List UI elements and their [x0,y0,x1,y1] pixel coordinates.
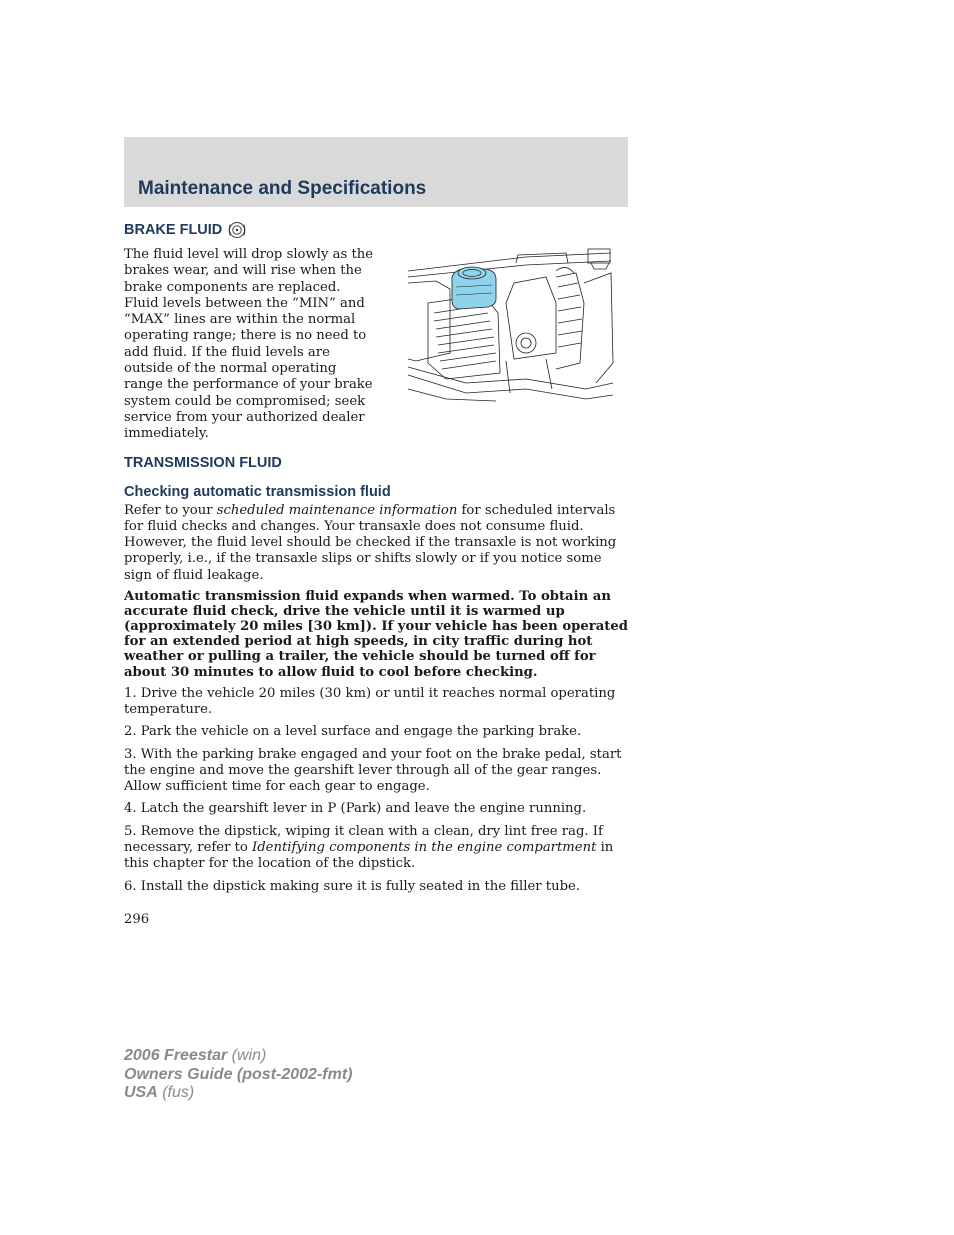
intro-text-start: Refer to your [124,502,217,518]
step-3: 3. With the parking brake engaged and your foot on the brake pedal, start the engine and move the gearshift lever through all of the gear ranges. Allow sufficient time for each gear to engage. [124,746,622,795]
footer-model-code: (win) [227,1047,267,1064]
step-2: 2. Park the vehicle on a level surface and engage the parking brake. [124,724,582,740]
footer-line-2 [124,1066,352,1085]
intro-text-end: for scheduled intervals for fluid checks and changes. Your transaxle does not consume fluid. However, the fluid level should be checked if the transaxle is not working properly, i.e., if the transaxle slips or shifts slowly or if you notice some sign of fluid leakage. [124,502,617,583]
step-5-start: 5. Remove the dipstick, wiping it clean with a clean, dry lint free rag. If necessary, refer to [124,823,603,855]
brake-fluid-row [124,247,630,443]
checking-transmission-subheading: Checking automatic transmission fluid [124,483,391,500]
footer-line-3 [124,1084,352,1103]
brake-fluid-symbol-icon [227,221,247,239]
footer-model: 2006 Freestar [124,1047,228,1064]
step-6: 6. Install the dipstick making sure it is fully seated in the filler tube. [124,878,581,894]
engine-compartment-reference: Identifying components in the engine compartment [252,839,597,855]
brake-fluid-reservoir [452,267,496,309]
transmission-fluid-heading: TRANSMISSION FLUID [124,454,282,471]
brake-fluid-heading [124,221,630,239]
scheduled-maintenance-reference: scheduled maintenance information [216,502,458,518]
page-content [124,221,630,928]
warming-note: Automatic transmission fluid expands when warmed. To obtain an accurate fluid check, drive the vehicle until it is warmed up (approximately 20 miles [30 km]). If your vehicle has been operated for an extended period at high speeds, in city traffic during hot weather or pulling a trailer, the vehicle should be turned off for about 30 minutes to allow fluid to cool before checking. [124,589,628,680]
step-4: 4. Latch the gearshift lever in P (Park) and leave the engine running. [124,801,587,817]
document-footer [124,1047,352,1103]
section-header-band [124,137,628,207]
page-number: 296 [124,911,150,927]
brake-fluid-paragraph: The fluid level will drop slowly as the brakes wear, and will rise when the brake components are replaced. Fluid levels between the “MIN” and “MAX” lines are within the normal operating range; there is no need to add fluid. If the fluid levels are outside of the normal operating range the performance of your brake system could be compromised; seek service from your authorized dealer immediately. [124,247,374,442]
step-1: 1. Drive the vehicle 20 miles (30 km) or until it reaches normal operating temperature. [124,685,616,717]
footer-market-code: (fus) [157,1084,195,1101]
footer-line-1 [124,1047,352,1066]
brake-fluid-heading-text: BRAKE FLUID [124,222,223,238]
section-title: Maintenance and Specifications [138,178,427,199]
footer-market: USA [124,1084,158,1101]
engine-compartment-illustration [406,243,618,403]
transmission-intro-paragraph [124,503,630,584]
step-5 [124,824,630,873]
footer-guide: Owners Guide (post-2002-fmt) [124,1065,353,1083]
step-5-end: in this chapter for the location of the dipstick. [124,839,614,872]
